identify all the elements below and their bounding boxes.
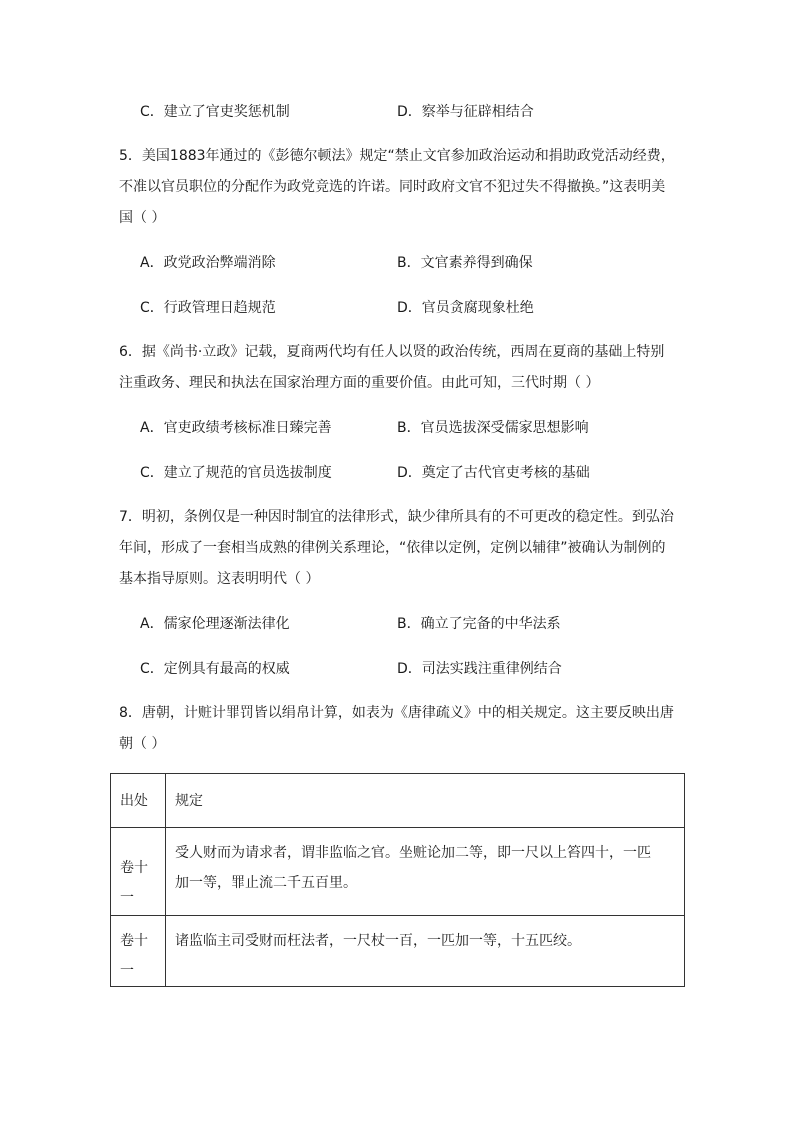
q5-option-b[interactable]: B．文官素养得到确保 xyxy=(397,255,533,271)
q6-option-b[interactable]: B．官员选拔深受儒家思想影响 xyxy=(397,420,589,436)
q6-option-c[interactable]: C．建立了规范的官员选拔制度 xyxy=(140,465,332,481)
q8-stem-line-1: 8．唐朝，计赃计罪罚皆以绢帛计算，如表为《唐律疏义》中的相关规定。这主要反映出唐 xyxy=(119,705,674,721)
table-cell-source: 卷十一 xyxy=(111,916,166,987)
q5-option-c[interactable]: C．行政管理日趋规范 xyxy=(140,300,276,316)
q7-stem-line-3: 基本指导原则。这表明明代（ ） xyxy=(119,571,320,587)
q6-stem-line-2: 注重政务、理民和执法在国家治理方面的重要价值。由此可知，三代时期（ ） xyxy=(119,375,600,391)
q4-option-d[interactable]: D．察举与征辟相结合 xyxy=(397,104,534,120)
table-row xyxy=(111,916,685,987)
table-cell-source: 卷十一 xyxy=(111,828,166,916)
q6-stem-line-1: 6．据《尚书·立政》记载，夏商两代均有任人以贤的政治传统，西周在夏商的基础上特别 xyxy=(119,344,665,360)
table-row xyxy=(111,828,685,916)
rule-line: 诸监临主司受财而枉法者，一尺杖一百，一匹加一等，十五匹绞。 xyxy=(175,933,581,949)
table-cell-rule xyxy=(166,916,685,987)
q4-option-c[interactable]: C．建立了官吏奖惩机制 xyxy=(140,104,290,120)
table-cell-rule xyxy=(166,828,685,916)
q5-option-d[interactable]: D．官员贪腐现象杜绝 xyxy=(397,300,534,316)
rule-line: 加一等，罪止流二千五百里。 xyxy=(175,875,357,891)
q7-option-b[interactable]: B．确立了完备的中华法系 xyxy=(397,616,561,632)
table-header-row xyxy=(111,774,685,828)
q5-option-a[interactable]: A．政党政治弊端消除 xyxy=(140,255,276,271)
q7-option-d[interactable]: D．司法实践注重律例结合 xyxy=(397,661,562,677)
table-header-rule: 规定 xyxy=(166,774,685,828)
q5-stem-line-3: 国（ ） xyxy=(119,210,166,226)
q8-stem-line-2: 朝（ ） xyxy=(119,736,166,752)
table-header-source: 出处 xyxy=(111,774,166,828)
q7-option-c[interactable]: C．定例具有最高的权威 xyxy=(140,661,290,677)
q5-stem-line-1: 5．美国1883年通过的《彭德尔顿法》规定“禁止文官参加政治运动和捐助政党活动经费， xyxy=(119,148,675,164)
rule-line: 受人财而为请求者，谓非监临之官。坐赃论加二等，即一尺以上笞四十，一匹 xyxy=(175,845,651,861)
q6-option-d[interactable]: D．奠定了古代官吏考核的基础 xyxy=(397,465,590,481)
q7-stem-line-1: 7．明初，条例仅是一种因时制宜的法律形式，缺少律所具有的不可更改的稳定性。到弘治 xyxy=(119,509,674,525)
tang-law-table xyxy=(110,773,685,987)
q5-stem-line-2: 不准以官员职位的分配作为政党竞选的许诺。同时政府文官不犯过失不得撤换。”这表明美 xyxy=(119,179,666,195)
q6-option-a[interactable]: A．官吏政绩考核标准日臻完善 xyxy=(140,420,332,436)
q7-stem-line-2: 年间，形成了一套相当成熟的律例关系理论，“依律以定例，定例以辅律”被确认为制例的 xyxy=(119,540,666,556)
q7-option-a[interactable]: A．儒家伦理逐渐法律化 xyxy=(140,616,290,632)
